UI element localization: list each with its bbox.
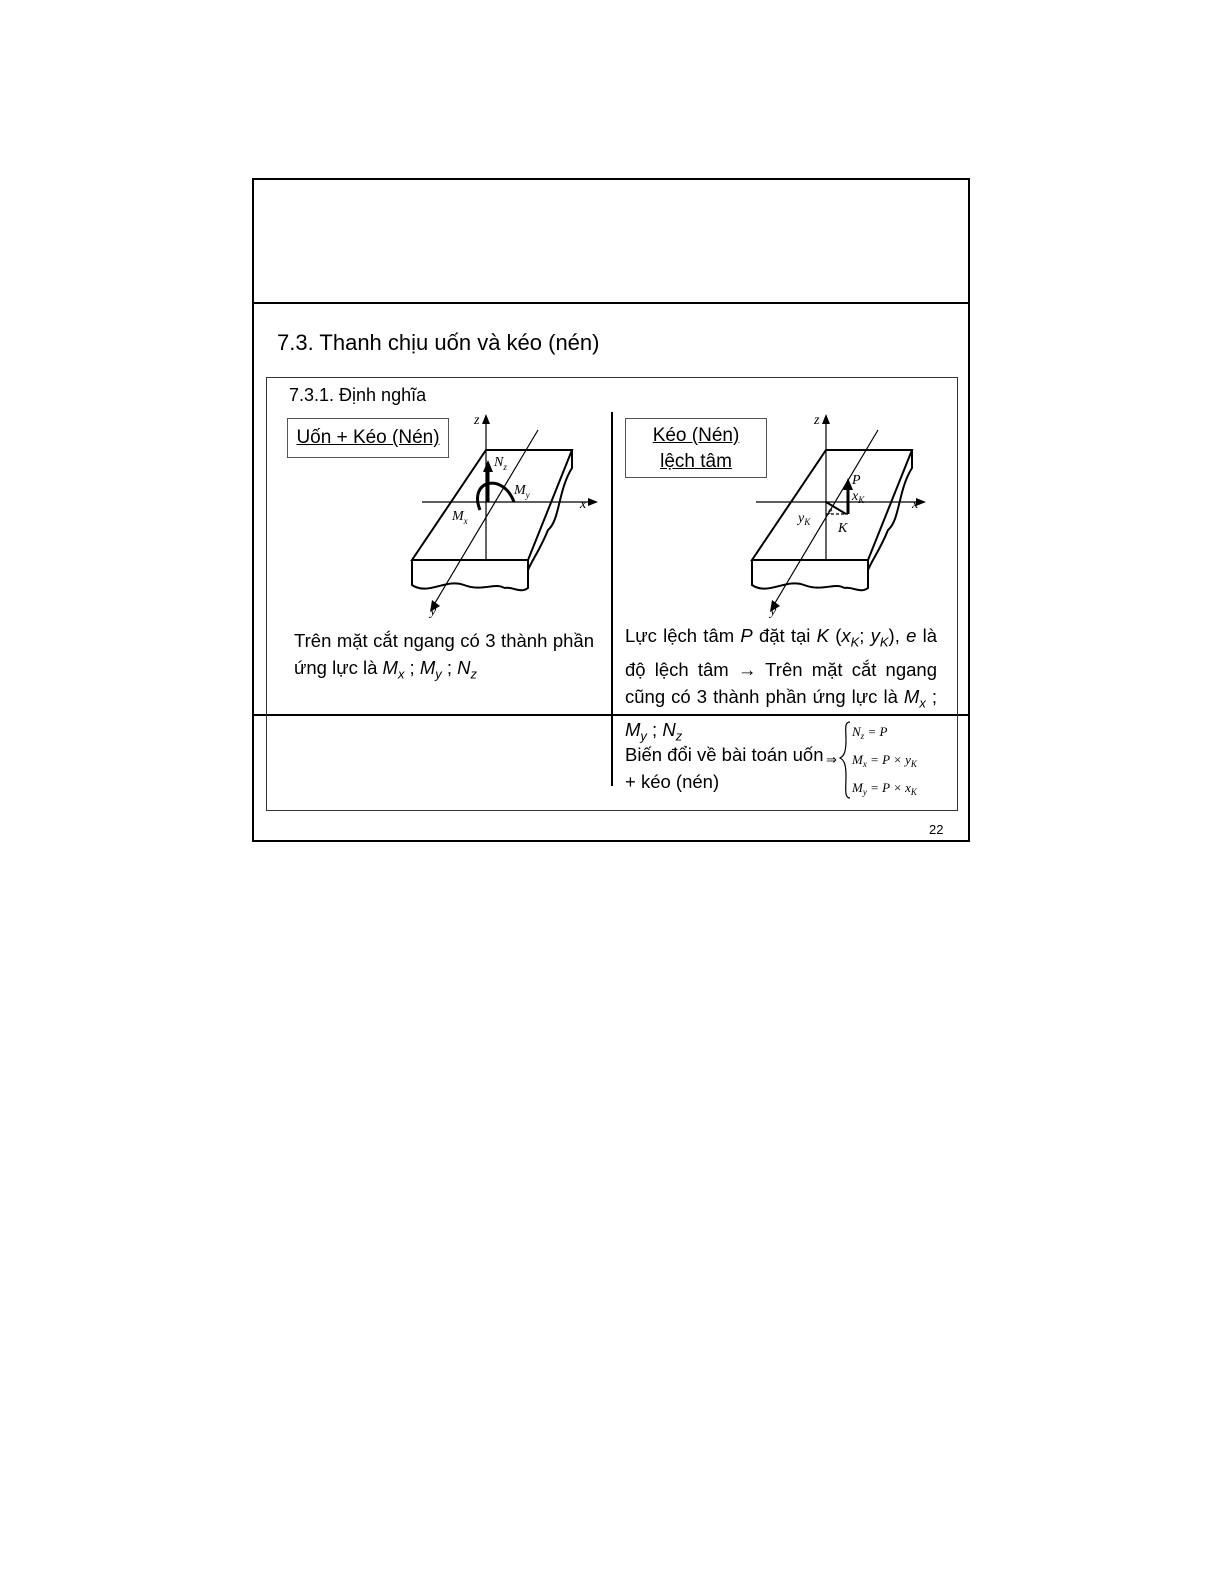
eccentricity-label: e: [828, 506, 833, 517]
label-eccentric-line2: lệch tâm: [660, 451, 732, 472]
label-eccentric-tension: [625, 418, 767, 478]
xk-label: $x_K$: [852, 489, 865, 505]
axis-z-label-right: z: [814, 413, 820, 428]
formula-line-1: $N_z = P$: [852, 724, 888, 741]
axis-y-label-right: y: [770, 604, 777, 619]
force-nz-label: $N_z$: [494, 455, 507, 472]
left-description: Trên mặt cắt ngang có 3 thành phần ứng lực là $M_x$ ; $M_y$ ; $N_z$: [294, 630, 594, 682]
section-title: 7.3.1. Định nghĩa: [289, 385, 427, 405]
moment-mx-label: $M_x$: [452, 509, 468, 526]
axis-x-label-right: x: [912, 497, 919, 512]
label-eccentric-line1: Kéo (Nén): [652, 425, 740, 446]
axis-y-label: y: [430, 604, 437, 619]
eccentric-tension-diagram: [748, 410, 938, 620]
moment-my-label: $M_y$: [514, 483, 530, 500]
column-divider: [611, 412, 613, 786]
bending-tension-diagram: [408, 410, 598, 620]
slide-top-border: [252, 302, 970, 304]
slide-title: 7.3. Thanh chịu uốn và kéo (nén): [277, 330, 600, 355]
formula-line-2: $M_x = P \times y_K$: [852, 752, 917, 769]
transform-description: Biến đổi về bài toán uốn + kéo (nén): [625, 744, 824, 792]
yk-label: $y_K$: [798, 511, 811, 527]
formula-line-3: $M_y = P \times x_K$: [852, 780, 917, 797]
formula-brace: [840, 722, 850, 798]
force-p-label: P: [852, 473, 861, 488]
axis-z-label: z: [474, 413, 480, 428]
point-k-label: K: [838, 521, 848, 536]
right-description: Lực lệch tâm P đặt tại K ($x_K$; $y_K$), e là độ lệch tâm → Trên mặt cắt ngang cũng có 3 thành phần ứng lực là $M_x$ ; $M_y$ ; $N_z$: [625, 625, 938, 745]
conversion-formula: [826, 718, 948, 802]
label-bending-tension-text: Uốn + Kéo (Nén): [296, 427, 440, 448]
implies-arrow: ⇒: [826, 752, 837, 767]
page-number: 22: [929, 822, 944, 837]
axis-x-label: x: [580, 497, 587, 512]
